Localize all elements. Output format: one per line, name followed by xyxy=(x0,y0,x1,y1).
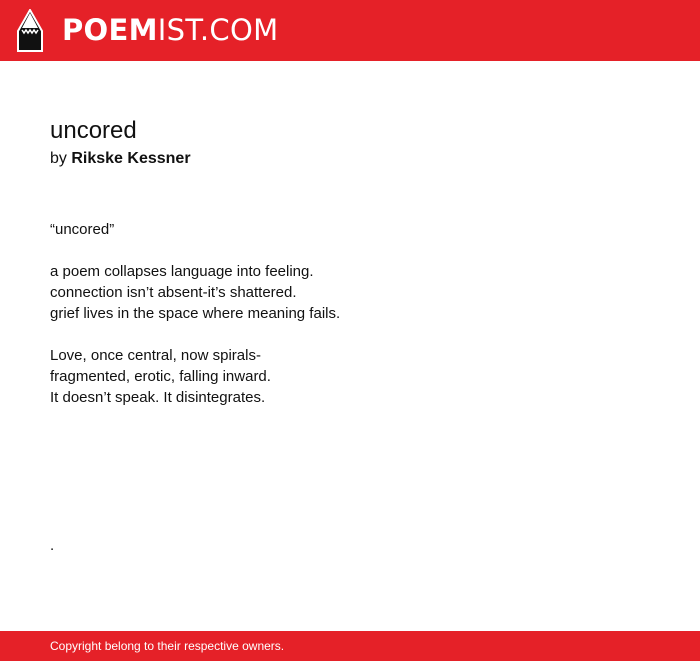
site-logo[interactable] xyxy=(62,13,278,47)
poem-line: grief lives in the space where meaning fails. xyxy=(50,305,341,322)
poem-line: It doesn’t speak. It disintegrates. xyxy=(50,389,266,406)
logo-bold-text: POEM xyxy=(62,13,158,47)
poem-line xyxy=(50,240,650,261)
copyright-text: Copyright belong to their respective owners. xyxy=(50,639,285,653)
pencil-tip-icon[interactable] xyxy=(16,9,44,52)
trailing-mark: . xyxy=(50,537,55,554)
poem-line: Love, once central, now spirals- xyxy=(50,347,261,364)
poem-line xyxy=(50,324,650,345)
site-footer xyxy=(0,631,700,661)
poem-byline xyxy=(50,149,191,169)
by-label: by xyxy=(50,150,67,167)
poem-title: uncored xyxy=(50,117,137,144)
poem-line: “uncored” xyxy=(50,221,115,238)
site-header xyxy=(0,0,700,61)
poem-author: Rikske Kessner xyxy=(71,150,191,167)
poem-line: connection isn’t absent-it’s shattered. xyxy=(50,284,297,301)
poem-line: a poem collapses language into feeling. xyxy=(50,263,314,280)
poem-line: fragmented, erotic, falling inward. xyxy=(50,368,271,385)
poem-body xyxy=(50,219,650,408)
logo-light-text: IST.COM xyxy=(157,13,279,47)
